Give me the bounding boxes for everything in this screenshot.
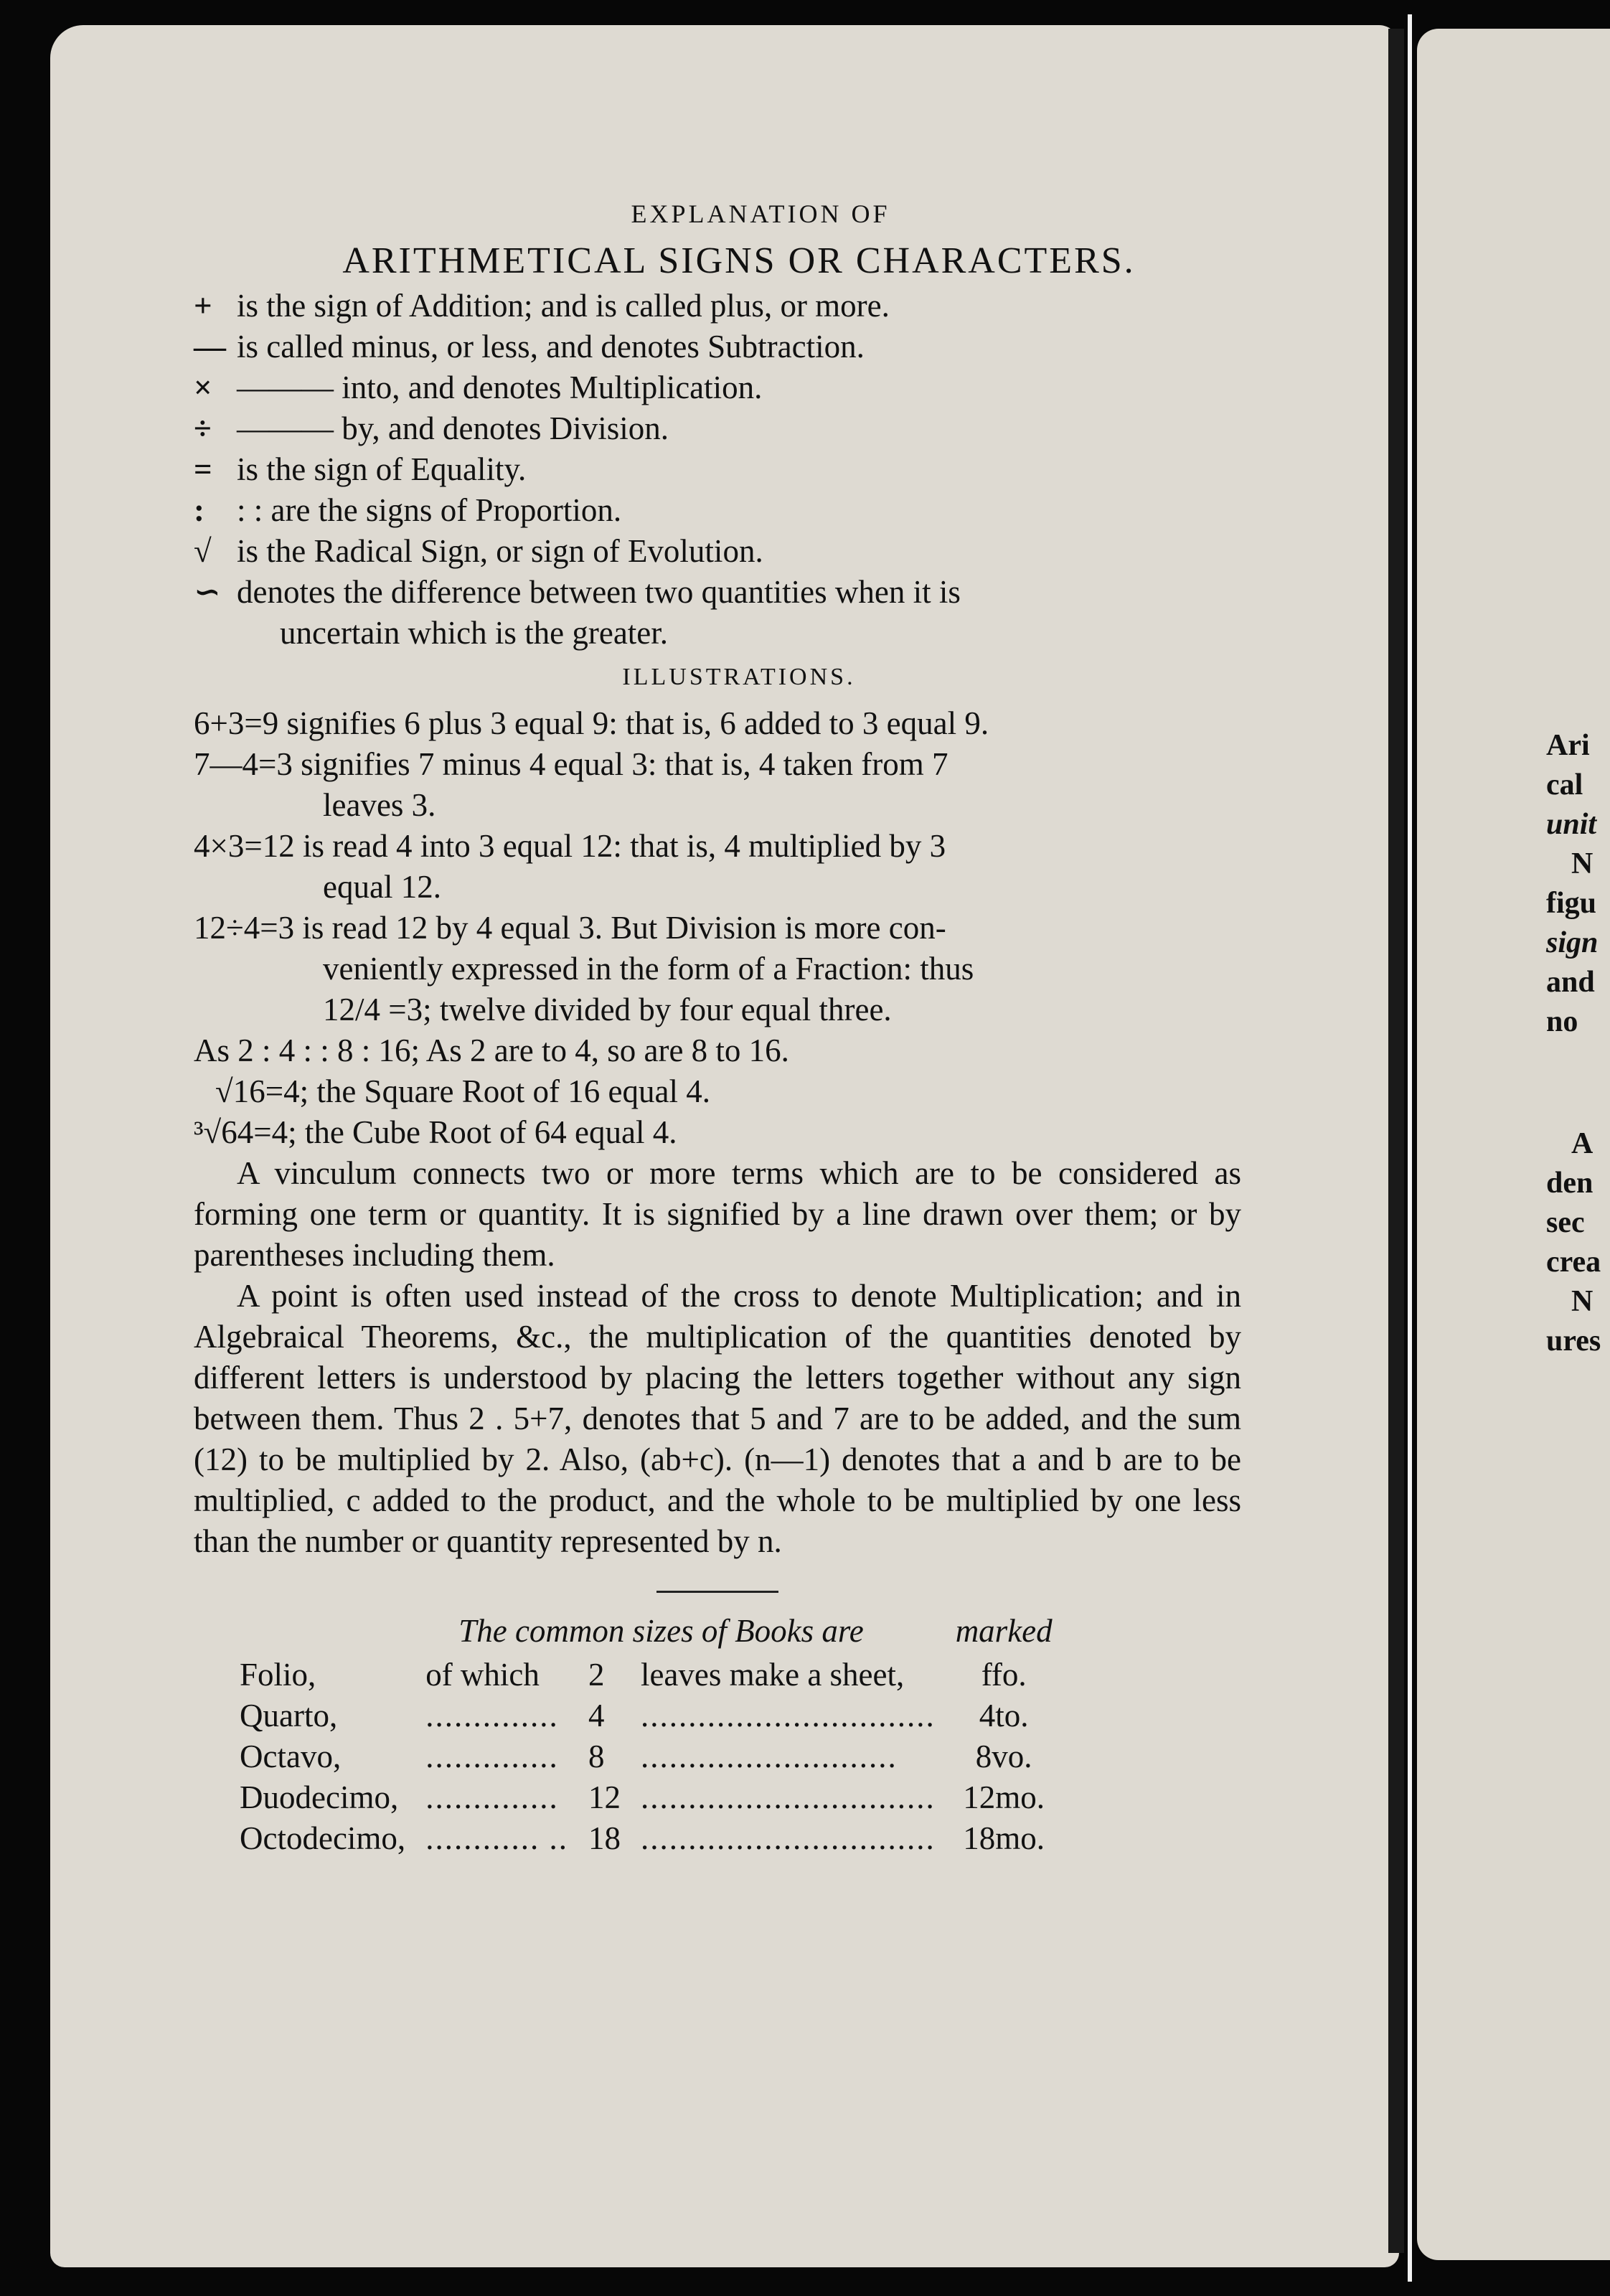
sign-text: : : are the signs of Proportion. [237, 492, 622, 528]
sign-text: is the sign of Equality. [237, 451, 527, 487]
divide-sign: ÷ [194, 410, 212, 446]
book-size-mark: 4to. [979, 1698, 1029, 1733]
illustration-line: 12÷4=3 is read 12 by 4 equal 3. But Division is more con- [194, 910, 946, 946]
book-size-trail: ............................... [640, 1820, 936, 1856]
facing-fragment: figu [1546, 887, 1597, 920]
point-paragraph: A point is often used instead of the cross to denote Multiplication; and in Algebraical Theorems, &c., the multiplication of the quantities denoted by different letters is understood by placing the letters together without any sign between them. Thus 2 . 5+7, denotes that 5 and 7 are to be added, and the sum (12) to be multiplied by 2. Also, (ab+c). (n—1) denotes that a and b are to be multiplied, c added to the product, and the whole to be multiplied by one less than the number or quantity represented by n. [194, 1278, 1241, 1559]
illustration-line: leaves 3. [323, 787, 436, 823]
table-row [230, 1736, 1063, 1777]
binding-edge [1408, 14, 1412, 2282]
book-size-trail: ........................... [640, 1739, 898, 1774]
illustrations-list [194, 703, 1241, 1153]
sign-row [194, 286, 1241, 326]
vinculum-paragraph: A vinculum connects two or more terms which are to be considered as forming one term or quantity. It is signified by a line drawn over them; or by parentheses including them. [194, 1155, 1241, 1273]
table-row [230, 1695, 1063, 1736]
book-size-lead: .............. [425, 1698, 559, 1733]
illustration-line: 6+3=9 signifies 6 plus 3 equal 9: that is, 6 added to 3 equal 9. [194, 705, 989, 741]
illustration-line: 12/4 =3; twelve divided by four equal three. [323, 992, 892, 1027]
table-row [230, 1818, 1063, 1859]
book-size-lead: of which [425, 1657, 540, 1693]
book-size-name: Folio, [240, 1657, 316, 1693]
page-content [194, 194, 1241, 1859]
facing-fragment: ures [1546, 1325, 1601, 1358]
book-sizes-header [230, 1607, 1063, 1655]
signs-list [194, 286, 1241, 654]
facing-fragment: crea [1546, 1246, 1601, 1279]
sign-text: denotes the difference between two quantities when it is [237, 574, 961, 610]
illustration-line: equal 12. [323, 869, 441, 905]
ratio-sign: : [194, 492, 204, 528]
plus-sign: + [194, 288, 212, 324]
facing-fragment: and [1546, 966, 1595, 999]
equals-sign: = [194, 451, 212, 487]
table-row [230, 1655, 1063, 1695]
facing-fragment: N [1571, 847, 1593, 880]
sign-text: is the Radical Sign, or sign of Evolution. [237, 533, 763, 569]
facing-page [1417, 29, 1610, 2260]
table-header-marked: marked [955, 1612, 1053, 1649]
illustration-line: 4×3=12 is read 4 into 3 equal 12: that is, 4 multiplied by 3 [194, 828, 946, 864]
sign-row [194, 449, 1241, 490]
facing-fragment: sign [1546, 926, 1599, 959]
book-size-name: Octodecimo, [240, 1820, 406, 1856]
facing-fragment: no [1546, 1005, 1578, 1038]
book-size-mark: ffo. [981, 1657, 1027, 1693]
illustration-line: As 2 : 4 : : 8 : 16; As 2 are to 4, so are 8 to 16. [194, 1032, 789, 1068]
illustrations-heading: ILLUSTRATIONS. [622, 664, 856, 690]
facing-fragment: Ari [1546, 729, 1590, 762]
book-size-trail: ............................... [640, 1698, 936, 1733]
table-header: The common sizes of Books are [458, 1612, 864, 1649]
divider-rule [656, 1591, 778, 1593]
sign-row [194, 408, 1241, 449]
sign-row [194, 490, 1241, 531]
book-size-name: Duodecimo, [240, 1779, 399, 1815]
difference-sign: ∽ [194, 574, 221, 610]
book-size-mark: 8vo. [975, 1739, 1032, 1774]
book-size-name: Octavo, [240, 1739, 342, 1774]
book-size-trail: ............................... [640, 1779, 936, 1815]
sign-text: is the sign of Addition; and is called plus, or more. [237, 288, 890, 324]
page-subheading: EXPLANATION OF [631, 199, 890, 228]
radical-sign: √ [194, 533, 212, 569]
illustration-line: √16=4; the Square Root of 16 equal 4. [215, 1073, 710, 1109]
book-size-count: 4 [588, 1698, 605, 1733]
sign-row [194, 367, 1241, 408]
page-title: ARITHMETICAL SIGNS OR CHARACTERS. [342, 240, 1136, 281]
book-size-count: 18 [588, 1820, 621, 1856]
book-size-lead: .............. [425, 1779, 559, 1815]
book-size-count: 2 [588, 1657, 605, 1693]
book-size-count: 8 [588, 1739, 605, 1774]
book-size-trail: leaves make a sheet, [640, 1657, 905, 1693]
facing-fragment: A [1571, 1127, 1593, 1160]
facing-fragment: cal [1546, 768, 1583, 801]
sign-text: ——— into, and denotes Multiplication. [237, 370, 763, 405]
facing-fragment: den [1546, 1167, 1593, 1200]
sign-text: is called minus, or less, and denotes Subtraction. [237, 329, 865, 364]
times-sign: × [194, 370, 212, 405]
sign-row [194, 326, 1241, 367]
book-size-lead: .............. [425, 1739, 559, 1774]
page-gutter [1388, 29, 1404, 2253]
book-size-mark: 12mo. [963, 1779, 1045, 1815]
sign-row [194, 572, 1241, 613]
book-size-count: 12 [588, 1779, 621, 1815]
sign-row-continuation: uncertain which is the greater. [280, 615, 669, 651]
sign-row [194, 531, 1241, 572]
table-row [230, 1777, 1063, 1818]
sign-text: ——— by, and denotes Division. [237, 410, 669, 446]
facing-fragment: N [1571, 1285, 1593, 1318]
book-sizes-table [230, 1607, 1063, 1859]
book-size-lead: ............ .. [425, 1820, 568, 1856]
minus-sign: — [194, 329, 226, 364]
book-size-name: Quarto, [240, 1698, 338, 1733]
facing-fragment: sec [1546, 1206, 1585, 1239]
illustration-line: 7—4=3 signifies 7 minus 4 equal 3: that is, 4 taken from 7 [194, 746, 948, 782]
illustration-line: veniently expressed in the form of a Fraction: thus [323, 951, 974, 987]
book-size-mark: 18mo. [963, 1820, 1045, 1856]
facing-fragment: unit [1546, 808, 1597, 841]
illustration-line: ³√64=4; the Cube Root of 64 equal 4. [194, 1114, 677, 1150]
